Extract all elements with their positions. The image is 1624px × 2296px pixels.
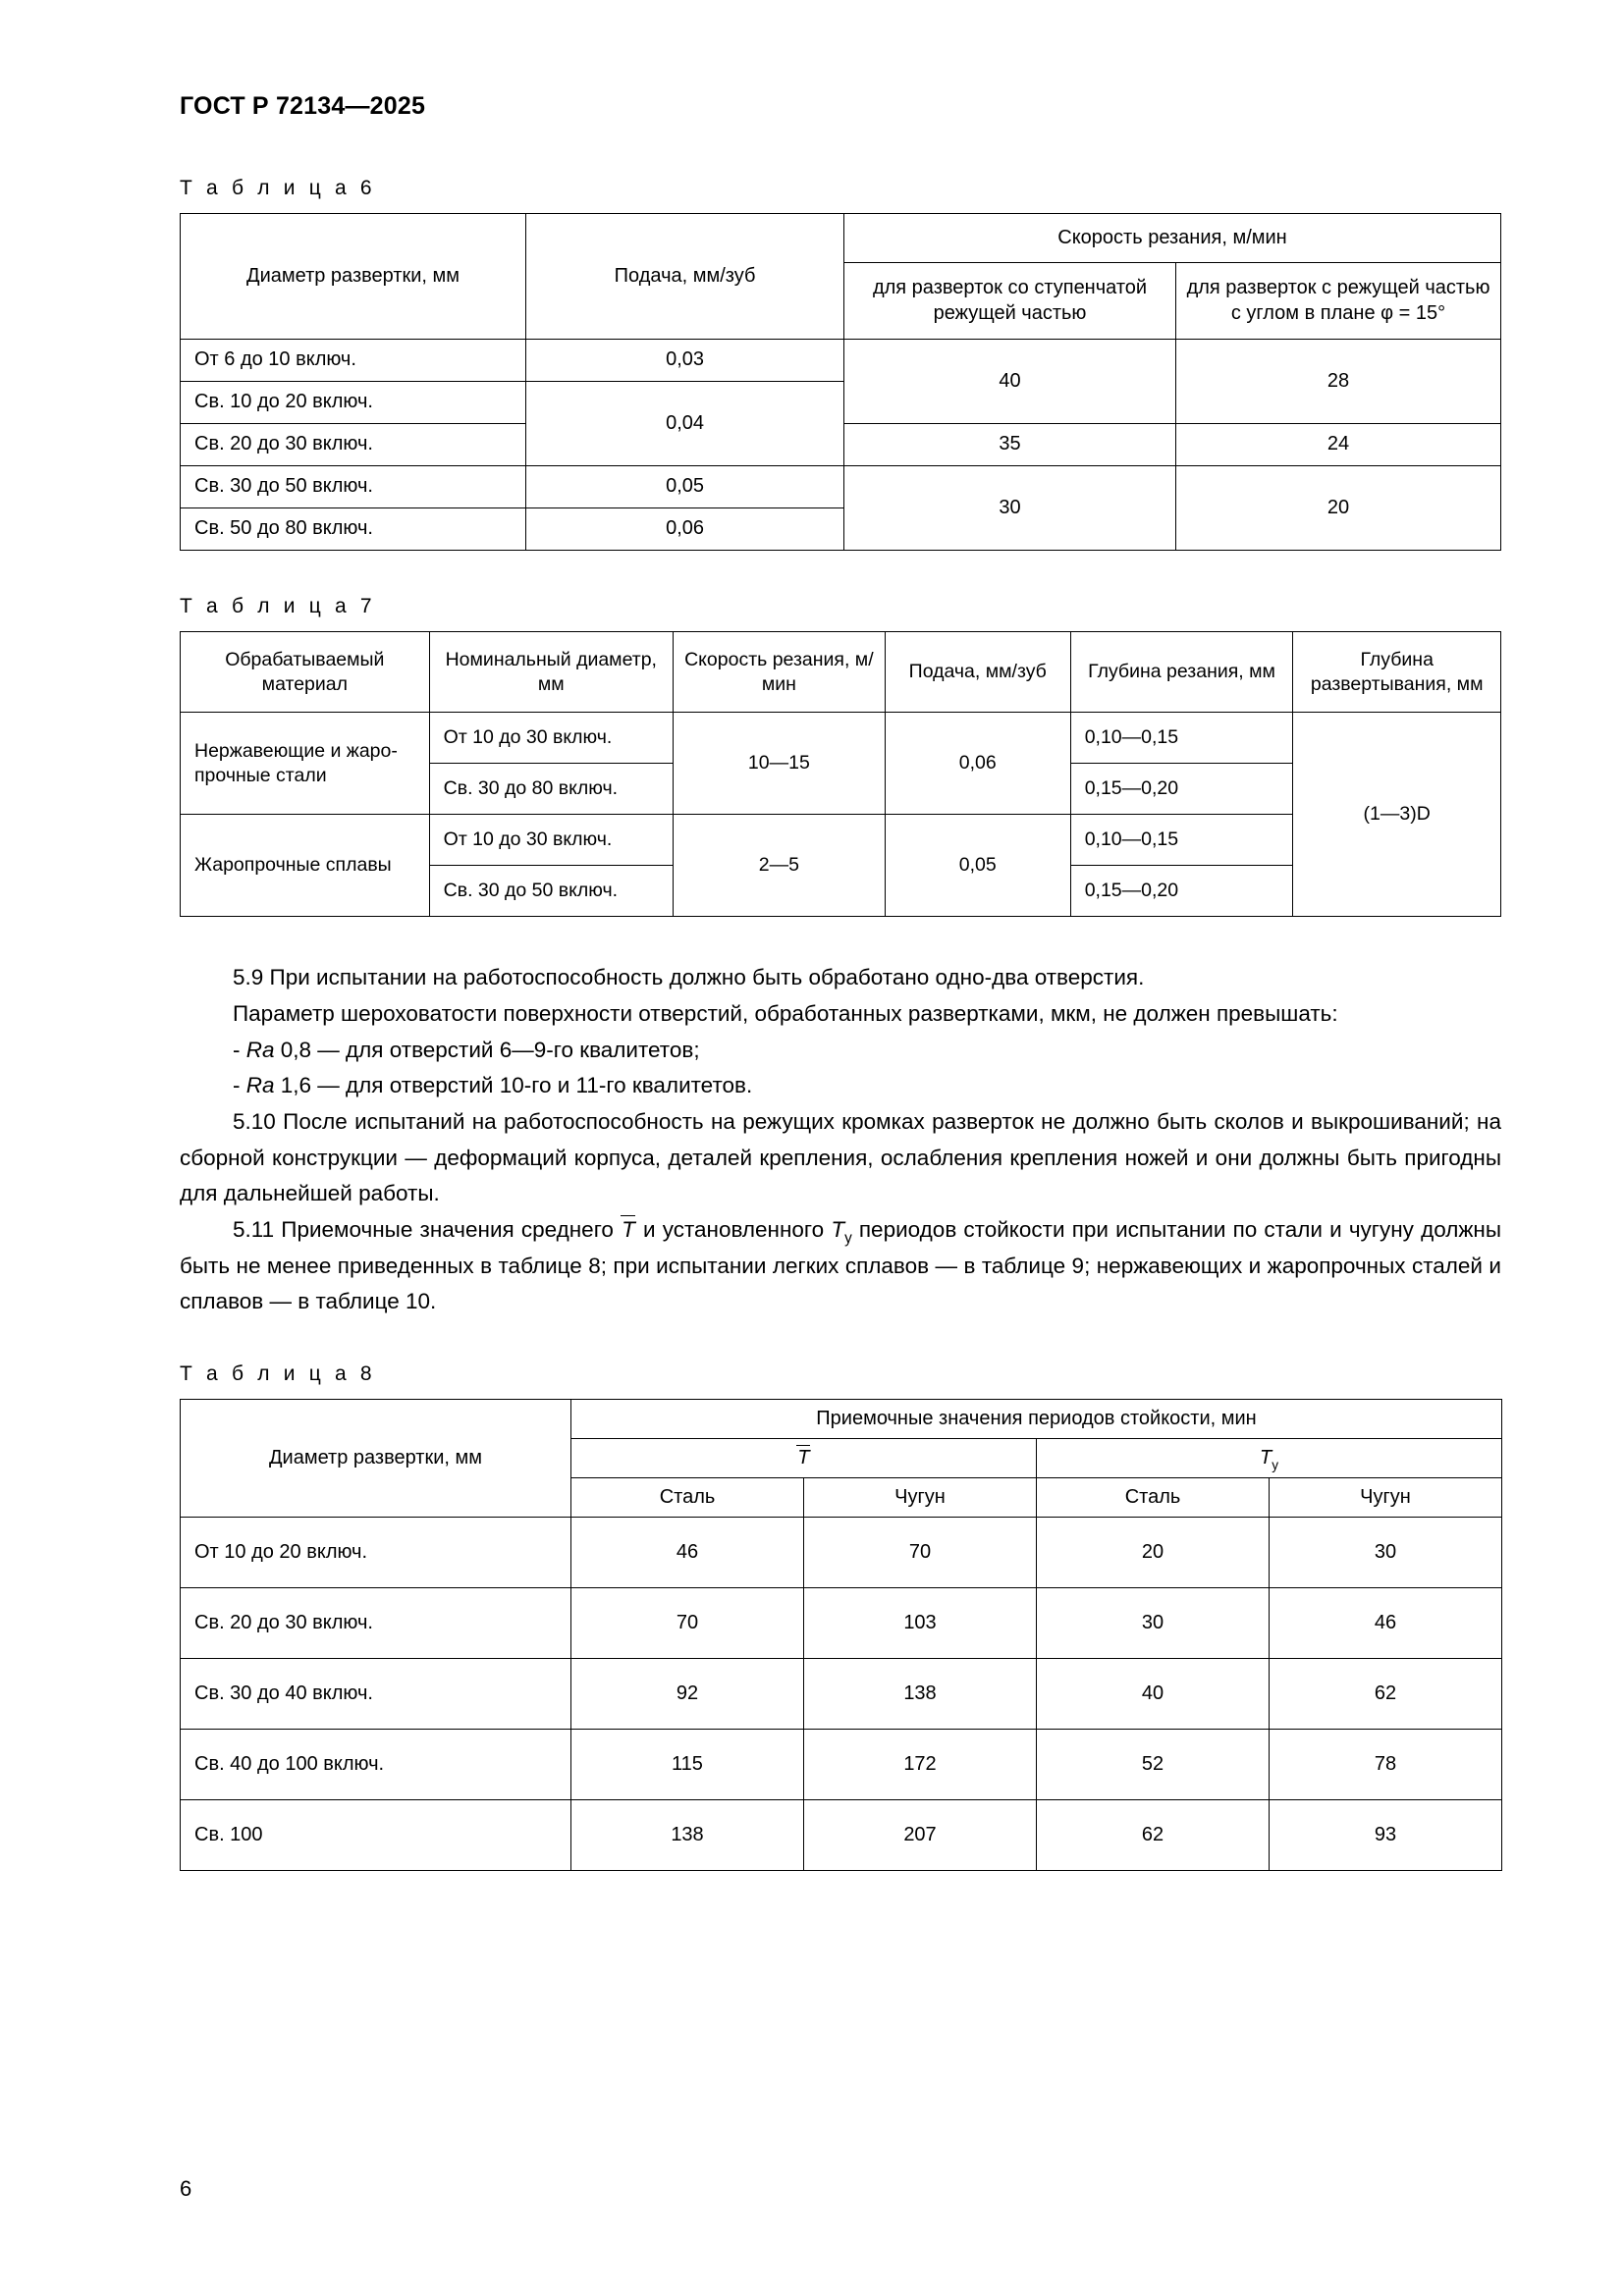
table-8-cell-ty-steel: 20 (1037, 1518, 1270, 1588)
table-6-cell-diameter: От 6 до 10 включ. (181, 340, 526, 382)
table-8-cell-ty-iron: 46 (1270, 1588, 1502, 1659)
table-8-cell-ty-steel: 52 (1037, 1730, 1270, 1800)
table-7-header-cutting-speed: Скорость резания, м/мин (673, 632, 885, 713)
table-6-cell-diameter: Св. 10 до 20 включ. (181, 382, 526, 424)
table-8-header-t-mean (571, 1439, 1037, 1478)
table-8-cell-ty-iron: 30 (1270, 1518, 1502, 1588)
table-8-header-iron-1: Чугун (804, 1478, 1037, 1518)
table-7-header-reaming-depth: Глубина развертывания, мм (1293, 632, 1501, 713)
t-mean-symbol: T (797, 1446, 810, 1468)
table-row (181, 1730, 1502, 1800)
table-8-cell-diameter: Св. 30 до 40 включ. (181, 1659, 571, 1730)
table-row (181, 1800, 1502, 1871)
table-7-cell-diameter: От 10 до 30 включ. (429, 815, 673, 866)
table-6-cell-speed-angle: 20 (1176, 466, 1501, 551)
table-7-cell-material: Нержавеющие и жаро-прочные стали (181, 713, 430, 815)
table-7-cell-speed: 10—15 (673, 713, 885, 815)
table-row (181, 466, 1501, 508)
table-7-header-feed: Подача, мм/зуб (885, 632, 1070, 713)
t-mean-symbol: T (622, 1217, 635, 1243)
table-8-cell-ty-steel: 30 (1037, 1588, 1270, 1659)
table-8-cell-t-steel: 138 (571, 1800, 804, 1871)
table-7-cell-diameter: Св. 30 до 50 включ. (429, 866, 673, 917)
ra-symbol: Ra (245, 1073, 275, 1098)
t-est-symbol: T (831, 1217, 845, 1243)
table-8-header-group: Приемочные значения периодов стойкости, мин (571, 1400, 1502, 1439)
table-6-cell-diameter: Св. 20 до 30 включ. (181, 424, 526, 466)
table-6-caption: Т а б л и ц а 6 (180, 177, 376, 199)
table-8 (180, 1399, 1502, 1871)
table-8-cell-ty-steel: 62 (1037, 1800, 1270, 1871)
reaming-depth-value: (1—3)D (1363, 803, 1431, 826)
bullet-text: 1,6 — для отверстий 10-го и 11-го квалитетов. (274, 1073, 753, 1098)
table-8-cell-diameter: Св. 100 (181, 1800, 571, 1871)
table-7-cell-feed: 0,05 (885, 815, 1070, 917)
table-8-header-iron-2: Чугун (1270, 1478, 1502, 1518)
table-7-cell-speed: 2—5 (673, 815, 885, 917)
table-8-cell-ty-iron: 78 (1270, 1730, 1502, 1800)
body-text-block (180, 960, 1501, 1320)
p511-part-c: периодов стойкости при испытании по стали и чугуну должны быть не менее приведенных в таблице 8; при испытании легких сплавов — в таблице 9; нержавеющих и жаропрочных сталей и сплавов — в таблице 10. (180, 1217, 1502, 1314)
table-6-cell-speed-stepped: 40 (844, 340, 1176, 424)
paragraph-5-10: 5.10 После испытаний на работоспособность на режущих кромках разверток не должно быть сколов и выкрошиваний; на сборной конструкции — деформаций корпуса, деталей крепления, ослабления крепления ножей и они должны быть пригодны для дальнейшей работы. (180, 1109, 1501, 1206)
table-6-cell-feed: 0,06 (526, 508, 844, 551)
table-8-cell-t-steel: 70 (571, 1588, 804, 1659)
table-8-cell-t-iron: 207 (804, 1800, 1037, 1871)
table-8-cell-t-steel: 46 (571, 1518, 804, 1588)
table-6-cell-speed-angle: 24 (1176, 424, 1501, 466)
table-8-cell-diameter: Св. 40 до 100 включ. (181, 1730, 571, 1800)
table-8-cell-t-iron: 103 (804, 1588, 1037, 1659)
page-number: 6 (180, 2176, 192, 2201)
table-7-cell-depth: 0,15—0,20 (1070, 866, 1293, 917)
table-6-cell-diameter: Св. 30 до 50 включ. (181, 466, 526, 508)
t-est-subscript: у (1272, 1457, 1278, 1472)
table-8-cell-ty-iron: 93 (1270, 1800, 1502, 1871)
table-6-cell-speed-stepped: 30 (844, 466, 1176, 551)
table-8-header-diameter: Диаметр развертки, мм (181, 1400, 571, 1518)
table-8-cell-diameter: От 10 до 20 включ. (181, 1518, 571, 1588)
table-8-cell-ty-steel: 40 (1037, 1659, 1270, 1730)
ra-symbol: Ra (245, 1037, 275, 1062)
table-6-cell-speed-stepped: 35 (844, 424, 1176, 466)
table-8-cell-diameter: Св. 20 до 30 включ. (181, 1588, 571, 1659)
table-6-header-diameter: Диаметр развертки, мм (181, 214, 526, 340)
table-7-cell-diameter: От 10 до 30 включ. (429, 713, 673, 764)
paragraph-5-11 (180, 1212, 1501, 1320)
table-row (181, 1400, 1502, 1439)
table-8-cell-t-iron: 138 (804, 1659, 1037, 1730)
table-7-cell-material: Жаропрочные сплавы (181, 815, 430, 917)
table-8-header-t-est (1037, 1439, 1502, 1478)
t-est-symbol: T (1259, 1446, 1272, 1468)
table-row (181, 632, 1501, 713)
table-8-header-steel-1: Сталь (571, 1478, 804, 1518)
table-7-caption: Т а б л и ц а 7 (180, 595, 376, 618)
bullet-ra-16 (180, 1068, 1501, 1104)
table-7-header-nominal-diameter: Номинальный диаметр, мм (429, 632, 673, 713)
table-8-caption: Т а б л и ц а 8 (180, 1362, 376, 1386)
bullet-dash: - (233, 1073, 246, 1098)
table-row (181, 713, 1501, 764)
table-6-cell-speed-angle: 28 (1176, 340, 1501, 424)
table-8-cell-ty-iron: 62 (1270, 1659, 1502, 1730)
table-6-cell-feed: 0,03 (526, 340, 844, 382)
table-row (181, 1518, 1502, 1588)
table-7-cell-reaming-depth (1293, 713, 1501, 917)
table-row (181, 214, 1501, 263)
table-6-cell-diameter: Св. 50 до 80 включ. (181, 508, 526, 551)
table-8-cell-t-iron: 172 (804, 1730, 1037, 1800)
table-7-cell-feed: 0,06 (885, 713, 1070, 815)
table-6-header-feed: Подача, мм/зуб (526, 214, 844, 340)
table-7-cell-depth: 0,10—0,15 (1070, 815, 1293, 866)
table-row (181, 1659, 1502, 1730)
table-8-cell-t-steel: 92 (571, 1659, 804, 1730)
p511-part-b: и установленного (635, 1217, 832, 1243)
document-header: ГОСТ Р 72134—2025 (180, 92, 426, 120)
table-6-cell-feed: 0,05 (526, 466, 844, 508)
table-6 (180, 213, 1501, 551)
table-6-header-speed-angle: для разверток с режущей частью с углом в плане φ = 15° (1176, 263, 1501, 340)
paragraph-5-9-b: Параметр шероховатости поверхности отверстий, обработанных развертками, мкм, не должен превышать: (233, 1001, 1338, 1027)
table-7-cell-diameter: Св. 30 до 80 включ. (429, 764, 673, 815)
table-6-header-speed-stepped: для разверток со ступенчатой режущей частью (844, 263, 1176, 340)
t-est-subscript: у (844, 1230, 852, 1248)
table-8-header-steel-2: Сталь (1037, 1478, 1270, 1518)
table-8-cell-t-iron: 70 (804, 1518, 1037, 1588)
p511-part-a: 5.11 Приемочные значения среднего (233, 1217, 622, 1243)
table-8-cell-t-steel: 115 (571, 1730, 804, 1800)
table-7-cell-depth: 0,10—0,15 (1070, 713, 1293, 764)
paragraph-5-9: 5.9 При испытании на работоспособность должно быть обработано одно-два отверстия. (233, 965, 1145, 990)
table-7 (180, 631, 1501, 917)
table-7-header-cutting-depth: Глубина резания, мм (1070, 632, 1293, 713)
table-6-cell-feed: 0,04 (526, 382, 844, 466)
table-row (181, 1588, 1502, 1659)
table-6-header-speed-group: Скорость резания, м/мин (844, 214, 1501, 263)
table-7-header-material: Обрабатываемый материал (181, 632, 430, 713)
table-row (181, 340, 1501, 382)
bullet-dash: - (233, 1037, 246, 1062)
table-7-cell-depth: 0,15—0,20 (1070, 764, 1293, 815)
bullet-text: 0,8 — для отверстий 6—9-го квалитетов; (274, 1037, 700, 1062)
bullet-ra-08 (180, 1033, 1501, 1069)
